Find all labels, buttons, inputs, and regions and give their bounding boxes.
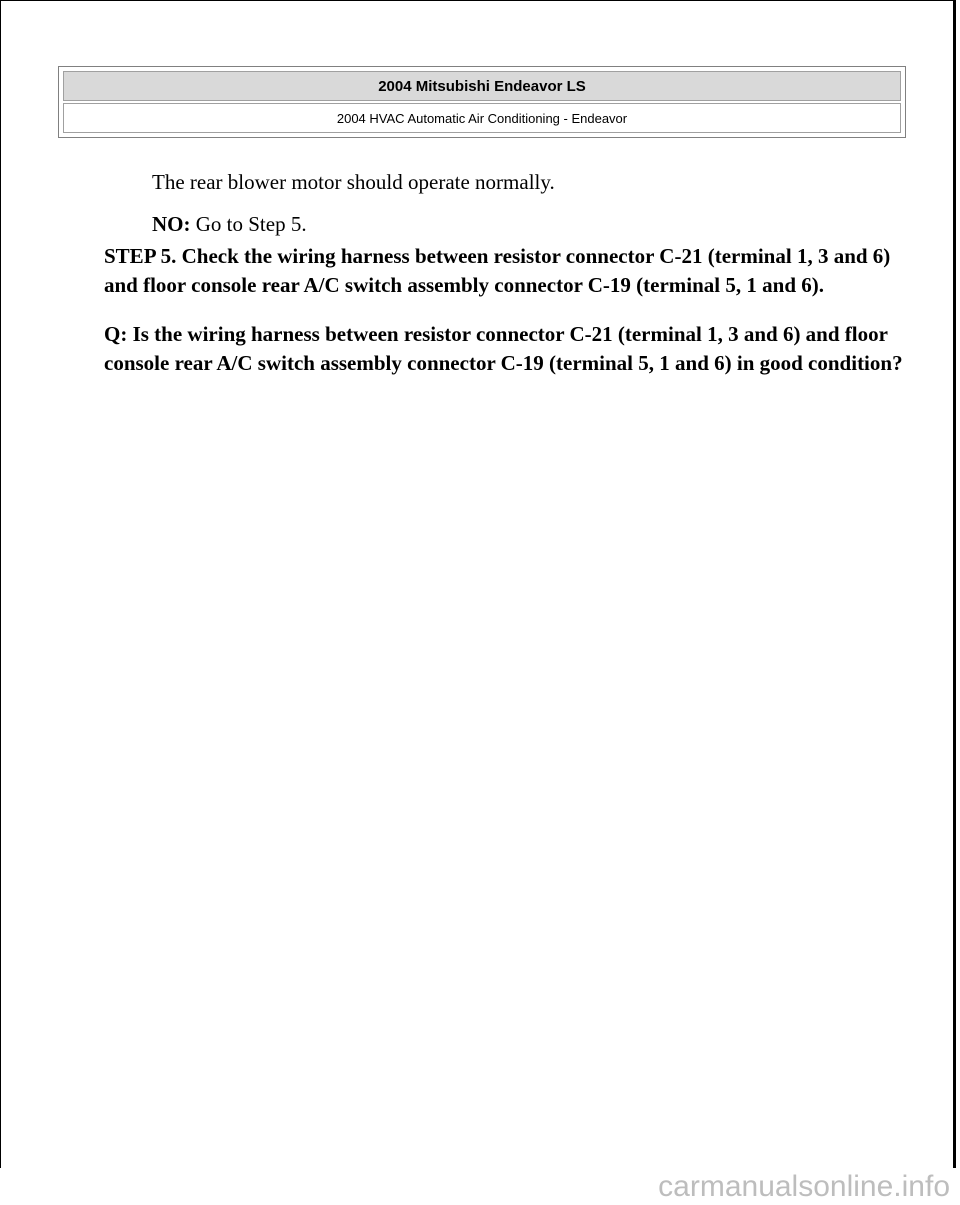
header-subtitle: 2004 HVAC Automatic Air Conditioning - Endeavor [63,103,901,133]
no-answer-text: Go to Step 5. [190,212,307,236]
page-frame-right [953,0,956,1168]
step-5-heading: STEP 5. Check the wiring harness between resistor connector C-21 (terminal 1, 3 and 6) and floor console rear A/C switch assembly connector C-19 (terminal 5, 1 and 6). [104,244,891,297]
page-frame-top [0,0,956,1]
document-body [104,168,924,378]
no-answer [152,210,924,238]
page-frame-left [0,0,1,1168]
question-text: Q: Is the wiring harness between resistor connector C-21 (terminal 1, 3 and 6) and floor console rear A/C switch assembly connector C-19 (terminal 5, 1 and 6) in good condition? [104,322,903,375]
header-title: 2004 Mitsubishi Endeavor LS [63,71,901,101]
no-label: NO: [152,212,191,236]
normal-operation-text: The rear blower motor should operate normally. [152,170,555,194]
document-header [58,66,906,138]
watermark-text: carmanualsonline.info [658,1170,950,1203]
